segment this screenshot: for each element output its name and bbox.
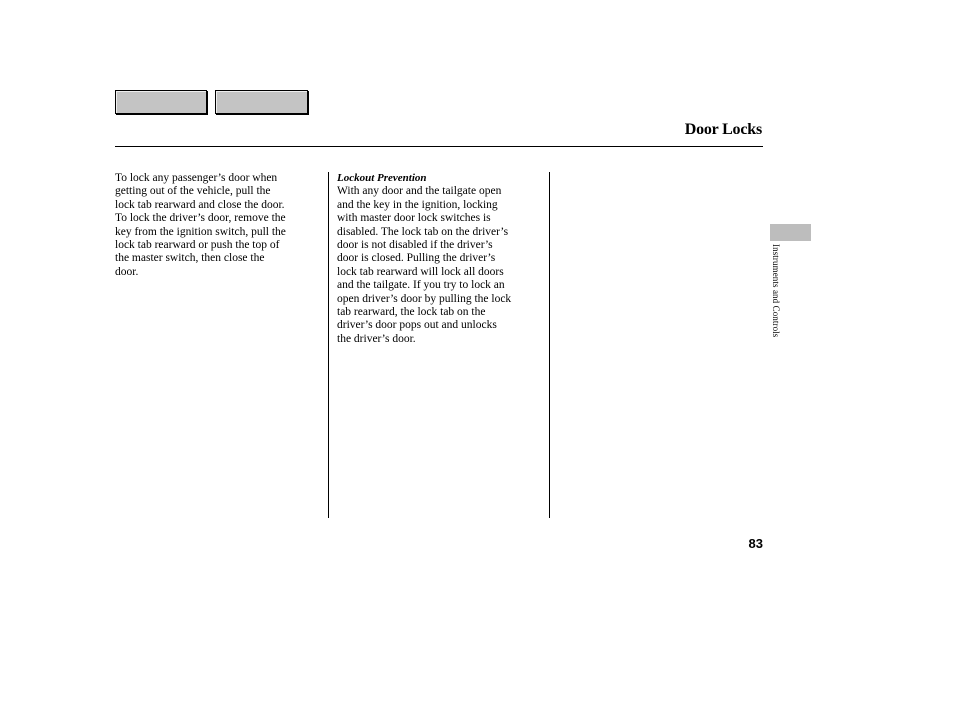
middle-column <box>337 172 547 346</box>
section-label: Instruments and Controls <box>771 244 781 338</box>
column-divider-left <box>328 172 329 518</box>
page-title: Door Locks <box>684 121 762 138</box>
page-number: 83 <box>748 536 763 551</box>
nav-button-next[interactable] <box>215 90 308 114</box>
middle-column-text: With any door and the tailgate open and the key in the ignition, locking with master door lock switches is disabled. The lock tab on the driver’s door is not disabled if the driver’s door is closed. Pulling the driver’s lock tab rearward will lock all doors and the tailgate. If you try to lock an open driver’s door by pulling the lock tab rearward, the lock tab on the driver’s door pops out and unlocks the driver’s door. <box>337 185 512 345</box>
left-column-text: To lock any passenger’s door when getting out of the vehicle, pull the lock tab rearward and close the door. To lock the driver’s door, remove the key from the ignition switch, pull the lock tab rearward or push the top of the master switch, then close the door. <box>115 172 286 278</box>
title-divider <box>115 146 763 147</box>
column-divider-right <box>549 172 550 518</box>
section-subheading: Lockout Prevention <box>337 172 427 184</box>
section-tab-marker[interactable] <box>770 224 811 241</box>
nav-button-previous[interactable] <box>115 90 207 114</box>
